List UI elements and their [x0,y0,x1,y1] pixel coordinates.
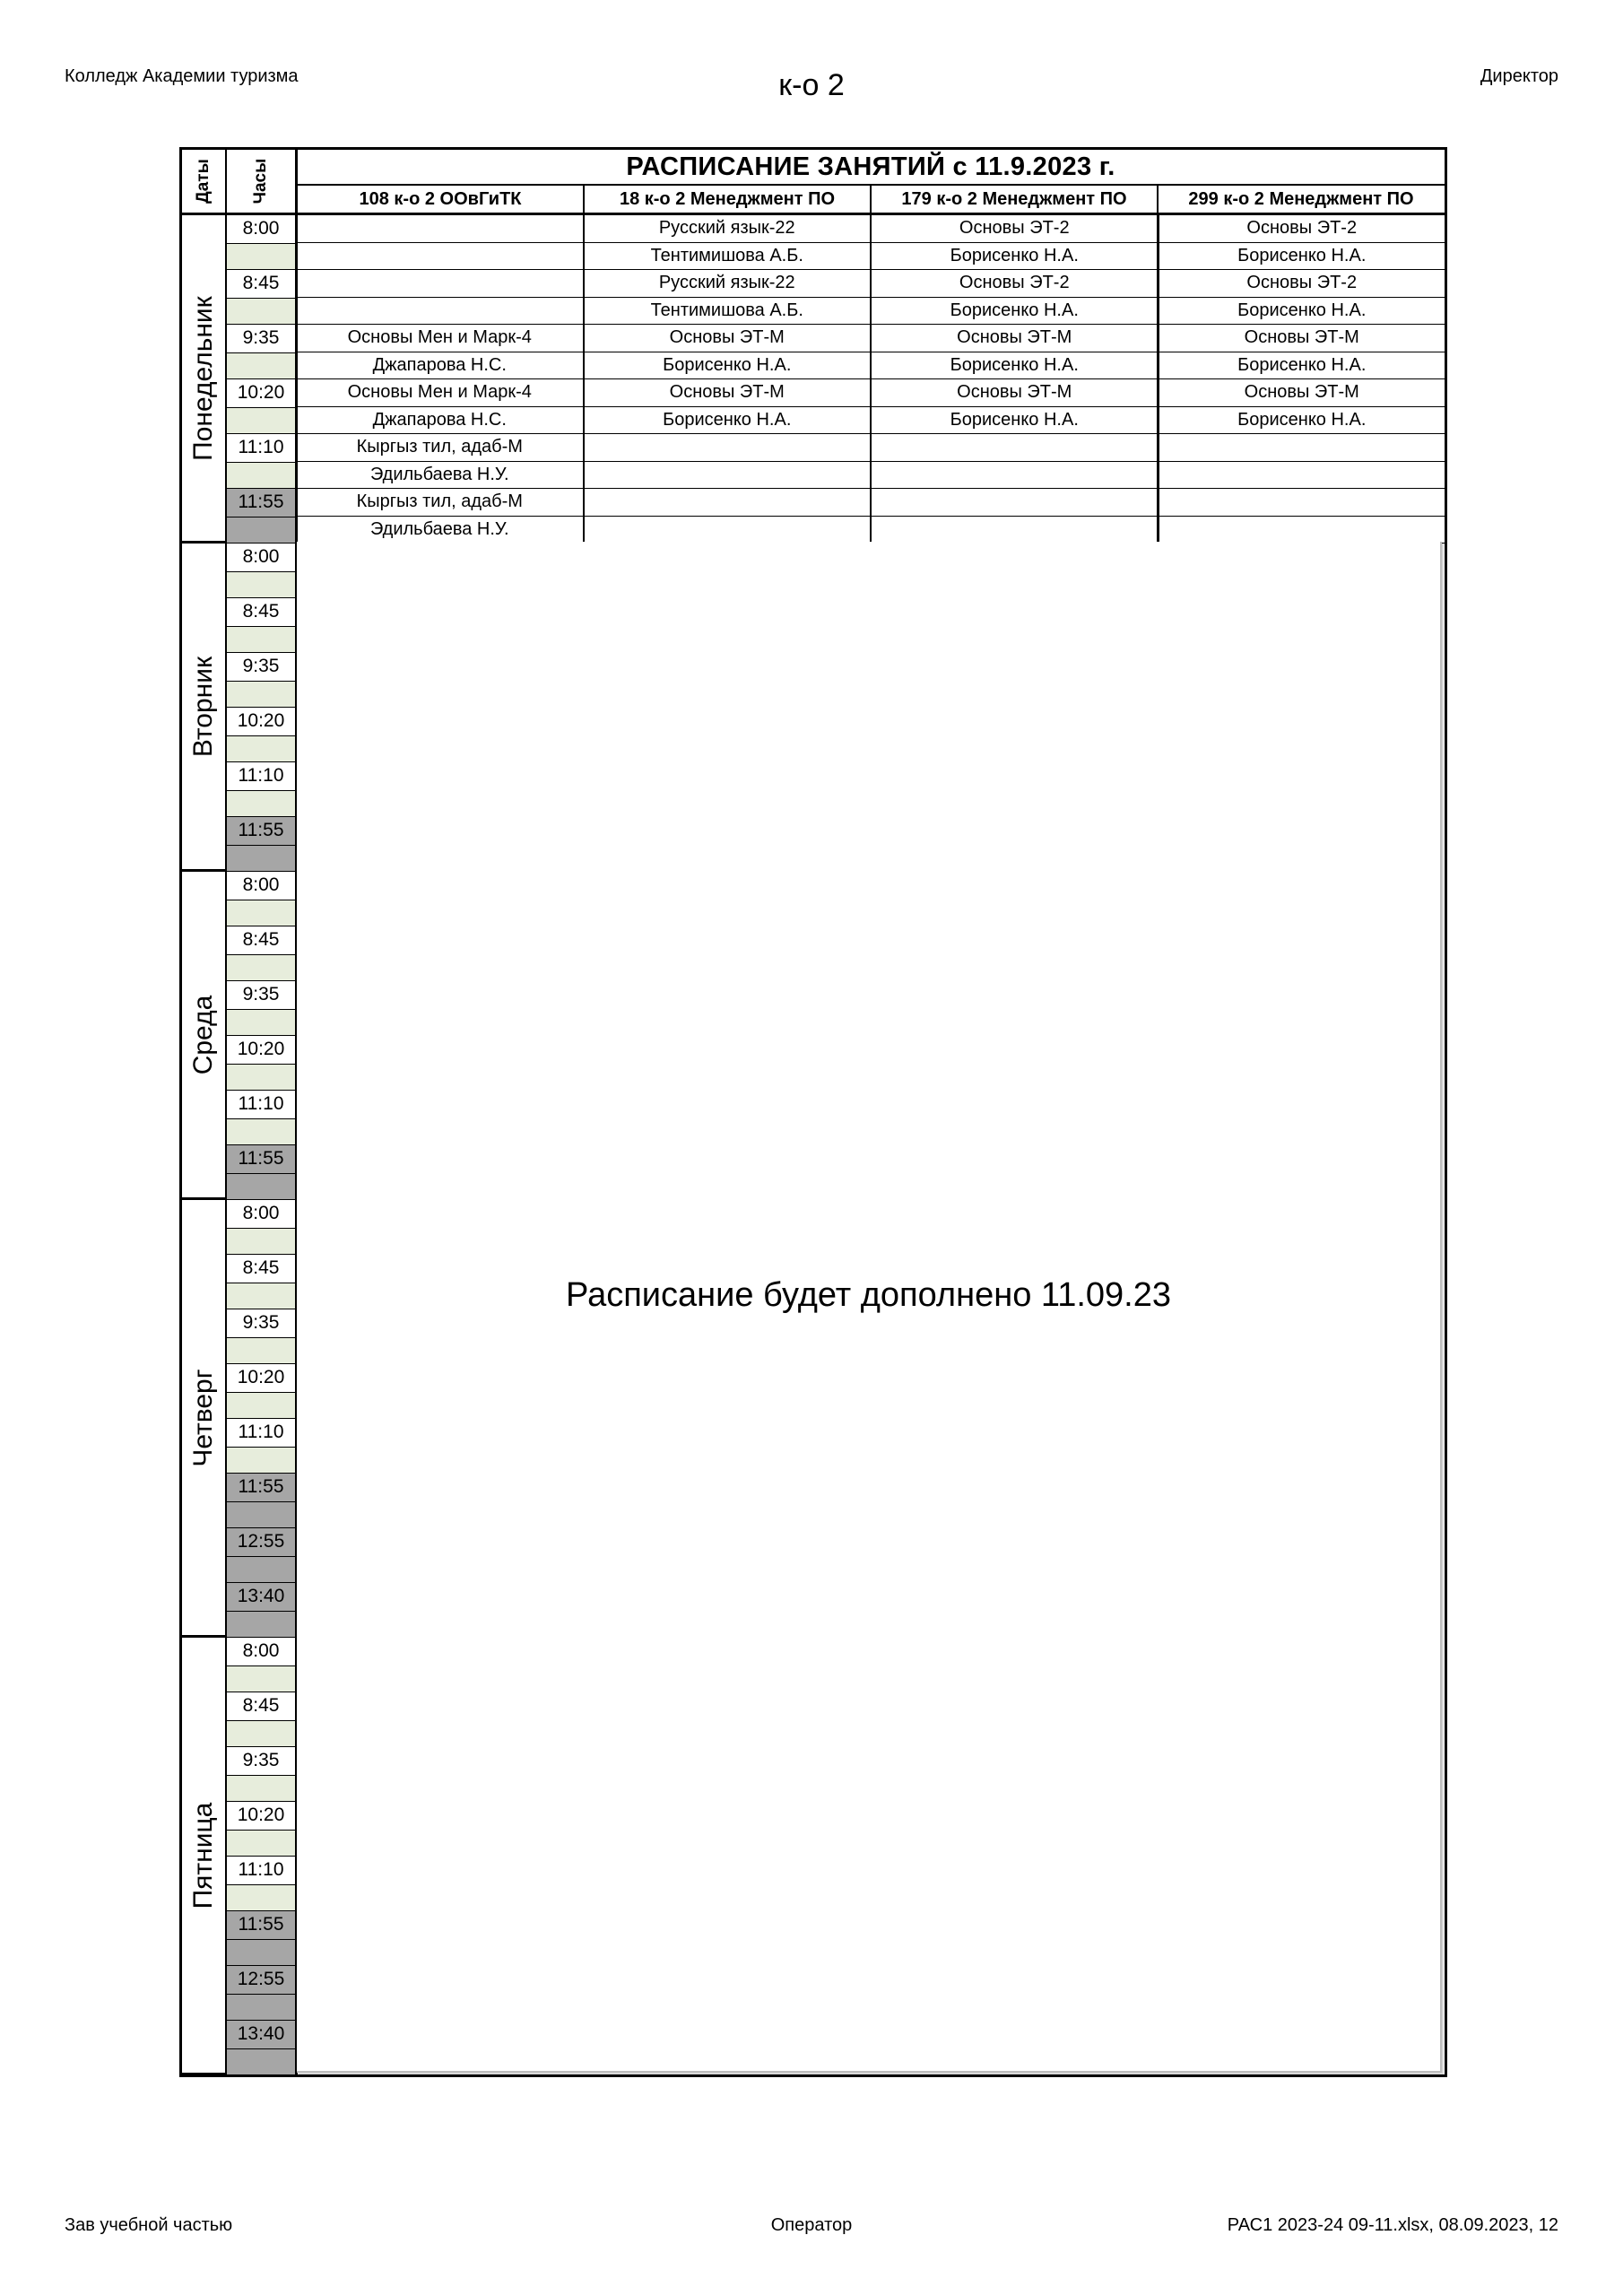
time-slot [227,926,295,982]
time-slot-spacer [227,1940,295,1968]
time-slot-spacer [227,1557,295,1585]
hours-header-label: Часы [251,158,270,204]
time-slot [227,2021,295,2076]
time-slot [227,1692,295,1748]
time-label: 11:10 [227,762,295,791]
time-slot [227,1747,295,1803]
lesson-cell: Основы ЭТ-2 [872,215,1159,242]
time-slot [227,1528,295,1584]
time-label: 11:55 [227,489,295,517]
lesson-cell: Джапарова Н.С. [297,352,585,379]
time-label: 10:20 [227,1036,295,1065]
time-label: 11:55 [227,1474,295,1502]
time-slot [227,1638,295,1693]
college-name: Колледж Академии туризма [65,66,299,86]
time-label: 10:20 [227,1802,295,1831]
time-slot [227,379,295,435]
time-slot [227,817,295,873]
time-slot [227,1419,295,1474]
lesson-cell: Основы ЭТ-2 [872,270,1159,297]
time-slot [227,270,295,326]
group-header-2: 18 к-о 2 Менеджмент ПО [619,188,836,209]
time-slot [227,1145,295,1201]
time-slot-spacer [227,1065,295,1092]
time-label: 10:20 [227,708,295,736]
day-block [182,1200,225,1638]
group-header-1: 108 к-о 2 ООвГиТК [359,188,522,209]
time-label: 8:45 [227,926,295,955]
lesson-cell [585,489,872,516]
day-block [182,872,225,1200]
schedule-table [179,147,1447,2077]
time-slot-spacer [227,2049,295,2077]
dates-column-header [182,150,225,213]
lesson-cell [297,243,585,270]
day-block [182,544,225,872]
time-slot-spacer [227,408,295,436]
time-slot [227,598,295,654]
time-slot [227,1802,295,1857]
lesson-cell: Основы ЭТ-2 [1246,273,1358,293]
time-label: 11:10 [227,1091,295,1119]
lesson-cell [585,462,872,489]
time-label: 9:35 [227,1309,295,1338]
director-label: Директор [1480,66,1558,86]
time-label: 8:45 [227,598,295,627]
operator-label: Оператор [770,2215,853,2235]
lesson-cell: Основы ЭТ-М [1244,382,1359,403]
time-slot-spacer [227,1174,295,1202]
time-slot-spacer [227,1612,295,1639]
file-info: РАС1 2023-24 09-11.xlsx, 08.09.2023, 12 [1227,2215,1558,2235]
time-slot-spacer [227,572,295,600]
lesson-cell [872,434,1159,461]
time-label: 12:55 [227,1528,295,1557]
time-label: 8:00 [227,1638,295,1666]
time-label: 13:40 [227,2021,295,2049]
lesson-cell [1159,489,1445,516]
time-slot-spacer [227,900,295,928]
lesson-cell: Русский язык-22 [585,215,872,242]
time-label: 8:00 [227,1200,295,1229]
lesson-cell: Борисенко Н.А. [585,407,872,434]
time-slot [227,325,295,380]
time-slot-spacer [227,682,295,709]
time-label: 11:55 [227,1911,295,1940]
lesson-cell: Основы Мен и Марк-4 [297,379,585,406]
lesson-cell: Борисенко Н.А. [585,352,872,379]
time-slot-spacer [227,627,295,655]
time-slot-spacer [227,1721,295,1749]
lesson-cell [1159,462,1445,489]
time-slot [227,1364,295,1420]
group-header-4: 299 к-о 2 Менеджмент ПО [1188,188,1414,209]
day-label: Среда [188,995,218,1074]
lesson-cell: Тентимишова А.Б. [585,243,872,270]
time-label: 11:10 [227,1419,295,1448]
lesson-cell: Борисенко Н.А. [872,298,1159,325]
lesson-cell [872,462,1159,489]
lesson-cell: Кыргыз тил, адаб-М [297,434,585,461]
lesson-cell: Русский язык-22 [585,270,872,297]
time-slot-spacer [227,1885,295,1913]
day-label: Вторник [188,656,218,757]
lesson-cell [297,215,585,242]
time-slot [227,1255,295,1310]
time-slot [227,434,295,490]
lesson-cell: Борисенко Н.А. [872,243,1159,270]
time-slot-spacer [227,1666,295,1694]
time-slot [227,1966,295,2022]
time-label: 8:00 [227,215,295,244]
lesson-cell [585,517,872,544]
time-slot [227,1583,295,1639]
time-slot-spacer [227,1010,295,1038]
time-label: 8:45 [227,1255,295,1283]
time-slot [227,1036,295,1091]
lesson-cell: Борисенко Н.А. [872,407,1159,434]
time-slot-spacer [227,1283,295,1311]
dates-header-label: Даты [194,159,213,204]
time-slot-spacer [227,846,295,874]
day-block [182,1638,225,2075]
lesson-cell: Джапарова Н.С. [297,407,585,434]
lesson-cell [1159,517,1445,544]
lesson-cell [1159,434,1445,461]
time-slot [227,489,295,544]
lesson-cell [872,489,1159,516]
time-slot [227,708,295,763]
time-slot-spacer [227,463,295,491]
lesson-cell: Эдильбаева Н.У. [297,517,585,544]
lesson-cell [297,298,585,325]
day-label: Четверг [188,1368,218,1467]
time-slot-spacer [227,517,295,545]
time-slot-spacer [227,1995,295,2022]
hours-column-header [227,150,295,213]
time-slot-spacer [227,1119,295,1147]
lesson-cell: Эдильбаева Н.У. [297,462,585,489]
time-label: 11:10 [227,1857,295,1885]
lesson-cell [585,434,872,461]
time-slot [227,1200,295,1256]
time-slot-spacer [227,299,295,326]
time-label: 8:00 [227,872,295,900]
group-header-3: 179 к-о 2 Менеджмент ПО [901,188,1127,209]
time-label: 10:20 [227,379,295,408]
time-label: 12:55 [227,1966,295,1995]
time-slot-spacer [227,1831,295,1858]
time-slot [227,872,295,927]
time-slot [227,762,295,818]
lesson-cell: Основы ЭТ-М [585,379,872,406]
dates-column-line [225,150,227,2074]
time-slot [227,544,295,599]
time-label: 11:10 [227,434,295,463]
time-slot-spacer [227,955,295,983]
time-label: 9:35 [227,653,295,682]
lesson-cell: Основы ЭТ-М [585,325,872,352]
time-label: 10:20 [227,1364,295,1393]
time-slot [227,1857,295,1912]
lesson-cell: Борисенко Н.А. [1237,354,1367,375]
time-slot-spacer [227,1502,295,1530]
time-label: 9:35 [227,325,295,353]
lesson-cell: Тентимишова А.Б. [585,298,872,325]
time-label: 13:40 [227,1583,295,1612]
lesson-cell [297,270,585,297]
time-label: 11:55 [227,1145,295,1174]
time-slot-spacer [227,1229,295,1257]
time-slot-spacer [227,244,295,272]
time-slot [227,1474,295,1529]
lesson-cell: Основы Мен и Марк-4 [297,325,585,352]
time-label: 8:45 [227,270,295,299]
time-label: 8:00 [227,544,295,572]
schedule-notice: Расписание будет дополнено 11.09.23 [566,1276,1171,1314]
schedule-title: РАСПИСАНИЕ ЗАНЯТИЙ с 11.9.2023 г. [626,152,1115,181]
time-slot-spacer [227,1448,295,1475]
day-label: Понедельник [188,295,218,461]
time-label: 11:55 [227,817,295,846]
time-slot [227,653,295,709]
lesson-cell: Борисенко Н.А. [1237,300,1367,320]
lesson-cell: Основы ЭТ-М [1244,327,1359,348]
day-label: Пятница [188,1802,218,1909]
pending-schedule-overlay [297,542,1442,2073]
time-label: 8:45 [227,1692,295,1721]
day-block [182,215,225,544]
lesson-cell: Борисенко Н.А. [1237,409,1367,430]
time-slot-spacer [227,353,295,381]
lesson-cell: Кыргыз тил, адаб-М [297,489,585,516]
time-slot-spacer [227,791,295,819]
lesson-cell: Борисенко Н.А. [1237,245,1367,265]
lesson-cell: Основы ЭТ-М [872,325,1159,352]
time-slot [227,1309,295,1365]
time-slot-spacer [227,1338,295,1366]
head-of-studies-label: Зав учебной частью [65,2215,233,2235]
time-slot-spacer [227,1393,295,1421]
time-label: 9:35 [227,981,295,1010]
lesson-cell: Борисенко Н.А. [872,352,1159,379]
lesson-cell [872,517,1159,544]
time-label: 9:35 [227,1747,295,1776]
time-slot [227,981,295,1037]
page-title: к-о 2 [778,68,845,102]
time-slot [227,1091,295,1146]
lesson-cell: Основы ЭТ-2 [1246,218,1358,239]
lesson-cell: Основы ЭТ-М [872,379,1159,406]
time-slot [227,1911,295,1967]
time-slot-spacer [227,736,295,764]
time-slot [227,215,295,271]
time-slot-spacer [227,1776,295,1804]
